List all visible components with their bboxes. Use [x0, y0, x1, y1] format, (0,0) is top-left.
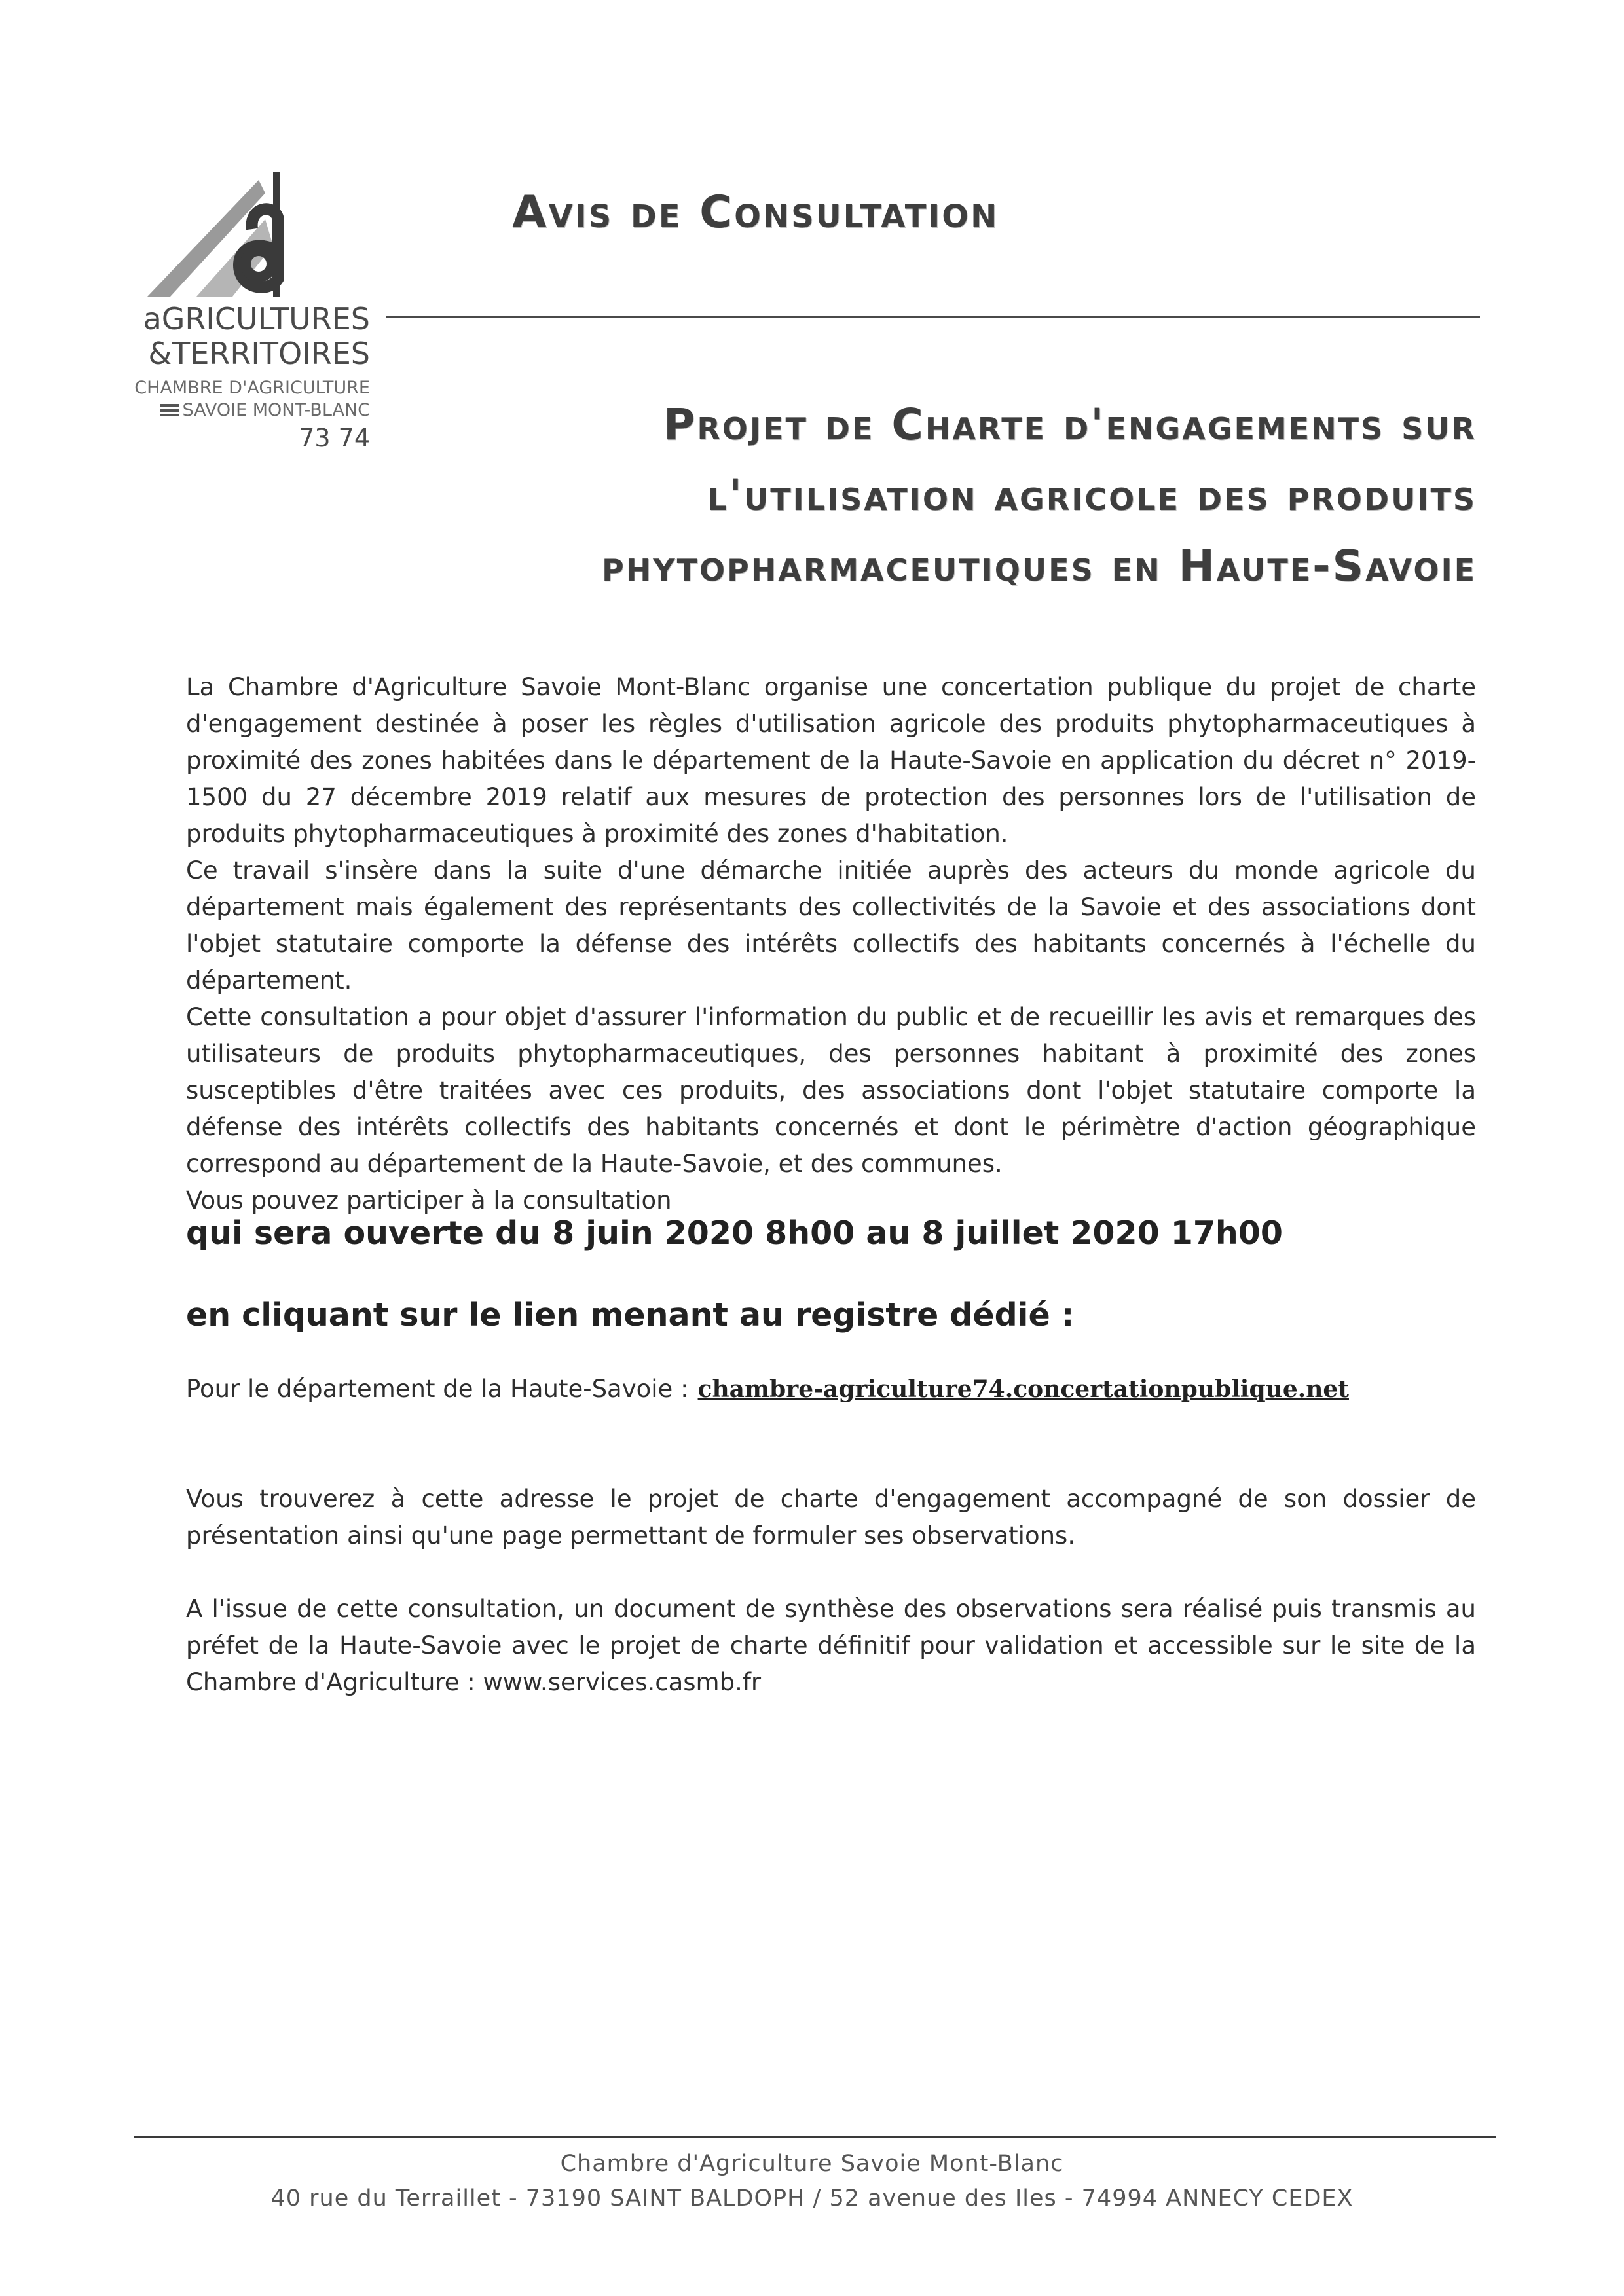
- project-title-line-3: phytopharmaceutiques en Haute-Savoie: [602, 541, 1477, 591]
- body-text: [186, 669, 1476, 1219]
- logo-text-territoires: &TERRITOIRES: [148, 336, 370, 371]
- registry-link-prefix: Pour le département de la Haute-Savoie :: [186, 1375, 689, 1403]
- logo-text-departments: 73 74: [299, 424, 370, 452]
- click-instruction: en cliquant sur le lien menant au registre dédié :: [186, 1296, 1075, 1334]
- body-text-address: [186, 1481, 1476, 1554]
- paragraph-address: Vous trouverez à cette adresse le projet de charte d'engagement accompagné de son dossier de présentation ainsi qu'une page permettant de formuler ses observations.: [186, 1485, 1476, 1550]
- body-text-issue: [186, 1591, 1476, 1701]
- footer-addresses: 40 rue du Terraillet - 73190 SAINT BALDOPH / 52 avenue des Iles - 74994 ANNECY CEDEX: [270, 2185, 1354, 2212]
- consultation-period: qui sera ouverte du 8 juin 2020 8h00 au 8 juillet 2020 17h00: [186, 1214, 1283, 1252]
- logo-text-agricultures: aGRICULTURES: [143, 301, 370, 337]
- project-title-line-1: Projet de Charte d'engagements sur: [663, 399, 1477, 450]
- page-title: Avis de Consultation: [512, 187, 999, 238]
- logo-a-mark-icon: [134, 167, 370, 298]
- logo-text-savoie-label: SAVOIE MONT-BLANC: [182, 400, 370, 420]
- paragraph-intro: La Chambre d'Agriculture Savoie Mont-Blanc organise une concertation publique du projet de charte d'engagement destinée à poser les règles d'utilisation agricole des produits phytopharmaceutiques à proximité des zones habitées dans le département de la Haute-Savoie en application du décret n° 2019-1500 du 27 décembre 2019 relatif aux mesures de protection des personnes lors de l'utilisation de produits phytopharmaceutiques à proximité des zones d'habitation.: [186, 673, 1476, 848]
- paragraph-issue: A l'issue de cette consultation, un document de synthèse des observations sera réalisé puis transmis au préfet de la Haute-Savoie avec le projet de charte définitif pour validation et accessible sur le site de la Chambre d'Agriculture : www.services.casmb.fr: [186, 1595, 1476, 1696]
- logo-text-chambre: CHAMBRE D'AGRICULTURE: [134, 378, 370, 398]
- logo-stripes-icon: [160, 404, 179, 416]
- registry-link-line: [186, 1375, 1349, 1403]
- paragraph-purpose: Cette consultation a pour objet d'assurer l'information du public et de recueillir les avis et remarques des utilisateurs de produits phytopharmaceutiques, des personnes habitant à proximité des zones susceptibles d'être traitées avec ces produits, des associations dont l'objet statutaire comporte la défense des intérêts collectifs des habitants concernés et dont le périmètre d'action géographique correspond au département de la Haute-Savoie, et des communes.: [186, 1003, 1476, 1178]
- logo-text-savoie: [160, 400, 370, 420]
- chamber-logo: [134, 167, 370, 468]
- paragraph-context: Ce travail s'insère dans la suite d'une démarche initiée auprès des acteurs du monde agricole du département mais également des représentants des collectivités de la Savoie et des associations dont l'objet statutaire comporte la défense des intérêts collectifs des habitants concernés à l'échelle du département.: [186, 856, 1476, 994]
- registry-link[interactable]: chambre-agriculture74.concertationpublique.net: [697, 1376, 1349, 1403]
- footer-organization: Chambre d'Agriculture Savoie Mont-Blanc: [560, 2151, 1064, 2177]
- title-divider: [386, 316, 1480, 318]
- project-title-line-2: l'utilisation agricole des produits: [707, 470, 1477, 520]
- footer-divider: [134, 2136, 1496, 2138]
- paragraph-participate: Vous pouvez participer à la consultation: [186, 1186, 672, 1214]
